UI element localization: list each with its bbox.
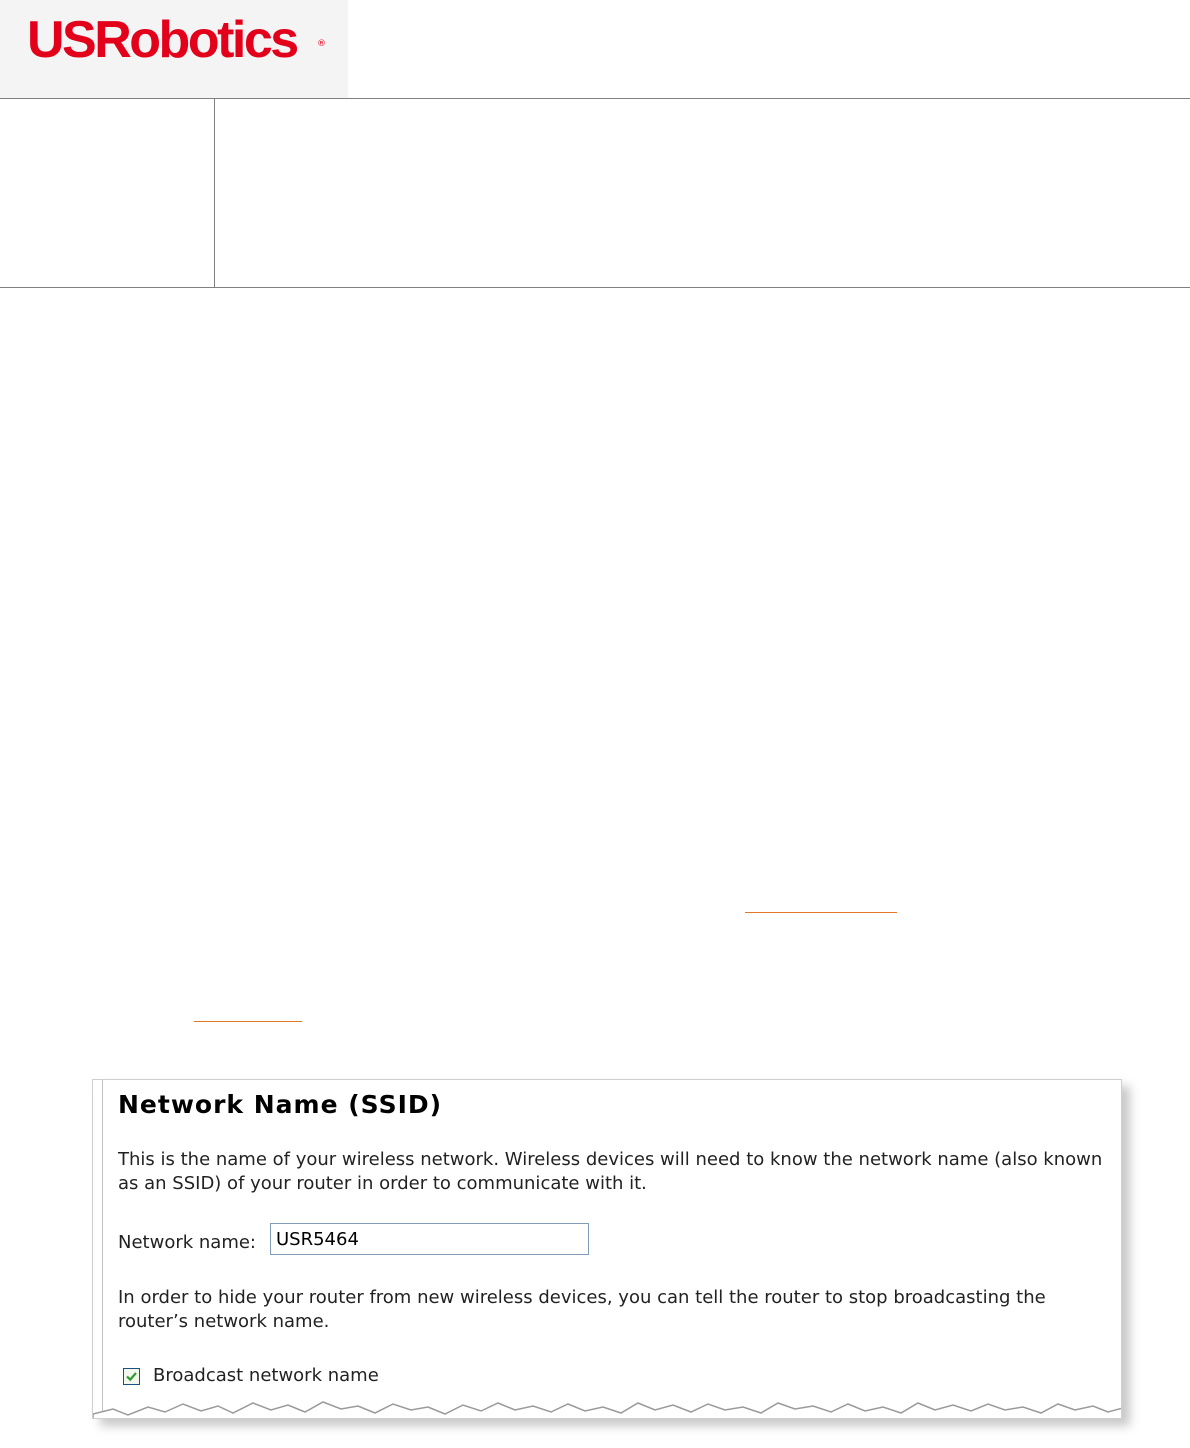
panel-left-border xyxy=(102,1080,103,1419)
usrobotics-logo: USRobotics xyxy=(27,11,297,69)
checkmark-icon xyxy=(125,1370,138,1383)
broadcast-label: Broadcast network name xyxy=(153,1365,379,1386)
link-underline-2[interactable] xyxy=(194,1021,302,1022)
network-name-input[interactable] xyxy=(270,1223,589,1255)
ssid-settings-screenshot xyxy=(92,1079,1122,1419)
link-underline-1[interactable] xyxy=(745,912,897,913)
hide-router-description: In order to hide your router from new wireless devices, you can tell the router to stop broadcasting the router’s network name. xyxy=(118,1287,1046,1332)
header-rule xyxy=(0,98,1190,99)
logo-area xyxy=(0,0,348,99)
torn-edge xyxy=(93,1398,1122,1419)
broadcast-checkbox[interactable] xyxy=(123,1368,140,1385)
network-name-label: Network name: xyxy=(118,1232,256,1253)
section-title: Network Name (SSID) xyxy=(118,1090,443,1119)
section-rule xyxy=(0,287,1190,288)
sidebar-divider xyxy=(214,99,215,287)
ssid-description: This is the name of your wireless network. Wireless devices will need to know the network name (also known as an SSID) of your router in order to communicate with it. xyxy=(118,1149,1103,1194)
registered-mark: ® xyxy=(317,39,326,49)
